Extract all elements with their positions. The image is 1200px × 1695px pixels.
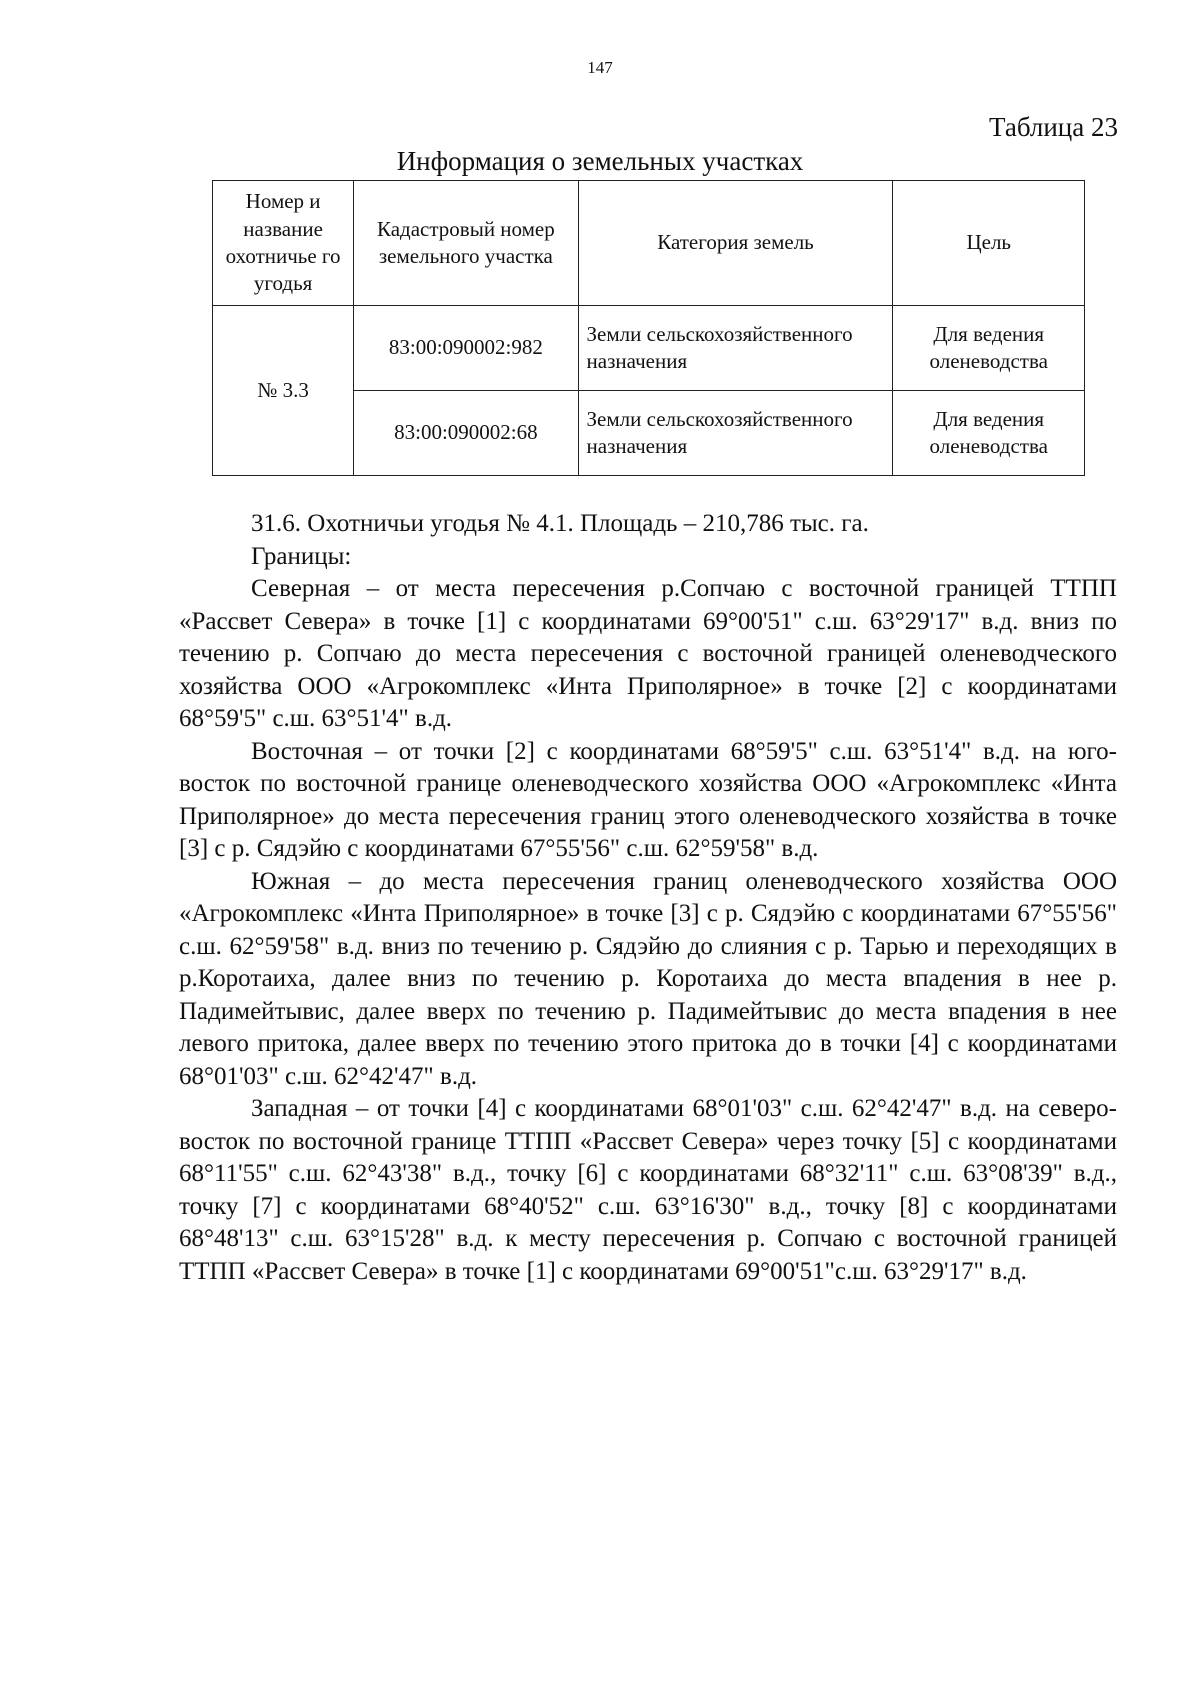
paragraph-east-boundary: Восточная – от точки [2] с координатами 68°59'5" с.ш. 63°51'4" в.д. на юго-восток по восточной границе оленеводческого хозяйства ООО «Агрокомплекс «Инта Приполярное» до места пересечения границ этого оленеводческого хозяйства в точке [3] с р. Сядэйю с координатами 67°55'56" с.ш. 62°59'58" в.д. [179, 737, 1117, 862]
hunting-ground-number: № 3.3 [213, 306, 354, 476]
paragraph-north-boundary: Северная – от места пересечения р.Сопчаю с восточной границей ТТПП «Рассвет Севера» в точке [1] с координатами 69°00'51" с.ш. 63°29'17" в.д. вниз по течению р. Сопчаю до места пересечения с восточной границей оленеводческого хозяйства ООО «Агрокомплекс «Инта Приполярное» в точке [2] с координатами 68°59'5" с.ш. 63°51'4" в.д. [179, 575, 1117, 732]
section-heading: 31.6. Охотничьи угодья № 4.1. Площадь – 210,786 тыс. га. [251, 510, 869, 537]
header-hunting-ground: Номер и название охотничье го угодья [213, 181, 354, 306]
table-row [213, 306, 1085, 391]
document-body [179, 508, 1117, 1288]
boundaries-label: Границы: [251, 542, 352, 570]
cadastral-number-cell: 83:00:090002:982 [354, 306, 578, 391]
land-plots-table [212, 180, 1085, 476]
page-number: 147 [587, 58, 613, 77]
purpose-cell: Для ведения оленеводства [893, 391, 1085, 476]
table-title: Информация о земельных участках [396, 146, 804, 176]
table-label: Таблица 23 [989, 112, 1118, 142]
purpose-cell: Для ведения оленеводства [893, 306, 1085, 391]
paragraph-south-boundary: Южная – до места пересечения границ оленеводческого хозяйства ООО «Агрокомплекс «Инта Приполярное» в точке [3] с р. Сядэйю с координатами 67°55'56" с.ш. 62°59'58" в.д. вниз по течению р. Сядэйю до слияния с р. Тарью и переходящих в р.Коротаиха, далее вниз по течению р. Коротаиха до места впадения в нее р. Падимейтывис, далее вверх по течению р. Падимейтывис до места впадения в нее левого притока, далее вверх по течению этого притока до в точки [4] с координатами 68°01'03" с.ш. 62°42'47" в.д. [179, 867, 1117, 1090]
table-header-row [213, 181, 1085, 306]
header-cadastral-number: Кадастровый номер земельного участка [354, 181, 578, 306]
land-category-cell: Земли сельскохозяйственного назначения [578, 306, 893, 391]
header-purpose: Цель [893, 181, 1085, 306]
paragraph-west-boundary: Западная – от точки [4] с координатами 68°01'03" с.ш. 62°42'47" в.д. на северо-восток по восточной границе ТТПП «Рассвет Севера» через точку [5] с координатами 68°11'55" с.ш. 62°43'38" в.д., точку [6] с координатами 68°32'11" с.ш. 63°08'39" в.д., точку [7] с координатами 68°40'52" с.ш. 63°16'30" в.д., точку [8] с координатами 68°48'13" с.ш. 63°15'28" в.д. к месту пересечения р. Сопчаю с восточной границей ТТПП «Рассвет Севера» в точке [1] с координатами 69°00'51"с.ш. 63°29'17" в.д. [179, 1095, 1117, 1285]
cadastral-number-cell: 83:00:090002:68 [354, 391, 578, 476]
header-land-category: Категория земель [578, 181, 893, 306]
land-category-cell: Земли сельскохозяйственного назначения [578, 391, 893, 476]
